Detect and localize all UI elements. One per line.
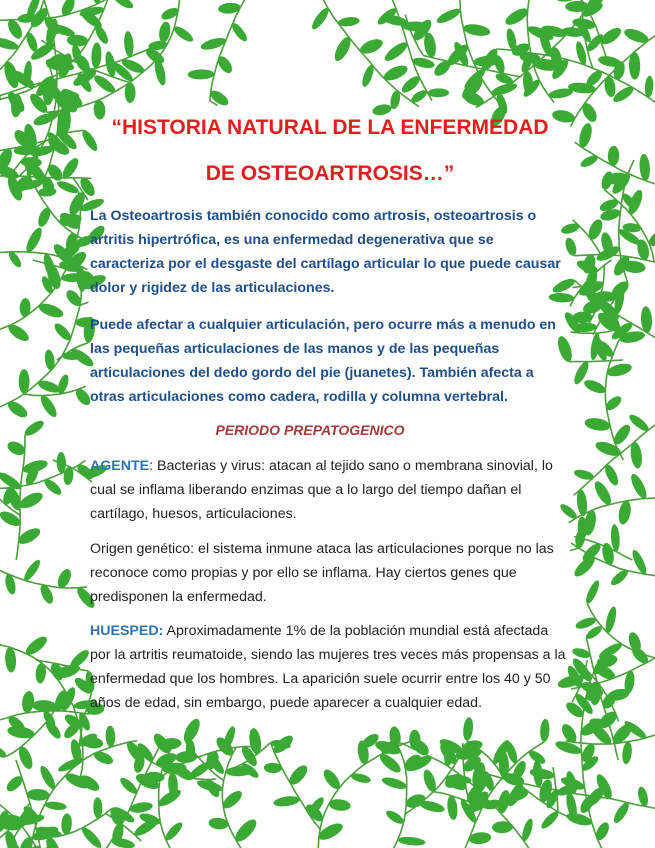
- leaf: [172, 24, 196, 44]
- leaf: [627, 412, 651, 433]
- leaf: [52, 321, 74, 343]
- leaf: [38, 764, 58, 791]
- leaf: [19, 369, 30, 394]
- leaf: [105, 725, 116, 747]
- leaf: [55, 179, 80, 196]
- leaf: [23, 226, 44, 255]
- agente-paragraph: [90, 454, 568, 526]
- leaf: [22, 418, 46, 438]
- title-line-1: “HISTORIA NATURAL DE LA ENFERMEDAD: [111, 116, 549, 139]
- leaf: [163, 820, 185, 843]
- leaf: [22, 558, 43, 583]
- leaf: [44, 801, 67, 812]
- leaf: [4, 647, 17, 673]
- leaf: [604, 605, 619, 634]
- leaf: [55, 567, 74, 590]
- intro-paragraph: La Osteoartrosis también conocido como artrosis, osteoartrosis o artritis hipertrófica, es una enfermedad degenerativa que se caracteriza por el desgaste del cartílago articular lo que puede causar dolor y rigidez de las articulaciones.: [90, 208, 561, 296]
- leaf: [462, 717, 474, 741]
- leaf: [17, 489, 45, 511]
- leaf: [309, 6, 331, 32]
- leaf: [160, 6, 181, 22]
- leaf: [621, 741, 633, 765]
- leaf: [273, 795, 301, 808]
- leaf: [629, 52, 641, 80]
- leaf: [111, 0, 135, 11]
- section-subheading: PERIODO PREPATOGENICO: [215, 422, 405, 438]
- leaf: [381, 775, 408, 791]
- leaf: [56, 452, 66, 474]
- leaf: [188, 69, 215, 79]
- leaf: [60, 156, 81, 181]
- leaf: [539, 809, 561, 831]
- leaf: [428, 88, 450, 97]
- vine-stem: [570, 548, 579, 551]
- leaf: [93, 797, 102, 819]
- leaf: [199, 36, 227, 52]
- leaf: [123, 31, 134, 58]
- leaf: [639, 154, 651, 182]
- agente-text: : Bacterias y virus: atacan al tejido sano o membrana sinovial, lo cual se inflama liberando enzimas que a lo largo del tiempo dañan el cartílago, huesos, articulaciones.: [90, 458, 553, 522]
- leaf: [435, 6, 462, 26]
- leaf: [38, 393, 60, 419]
- leaf: [27, 788, 50, 801]
- huesped-text: Aproximadamente 1% de la población mundial está afectada por la artritis reumatoide, siendo las mujeres tres veces más propensas a la enfermedad que los hombres. La aparición suele ocurrir entre los 40 y 50 años de edad, sin embargo, puede aparecer a cualquier edad.: [90, 623, 566, 711]
- huesped-label: HUESPED:: [90, 623, 164, 639]
- leaf: [611, 800, 631, 825]
- leaf: [582, 377, 607, 395]
- leaf: [377, 751, 404, 776]
- origen-paragraph: Origen genético: el sistema inmune ataca las articulaciones porque no las reconoce como propias y por ello se inflama. Hay ciertos genes que predisponen la enfermedad.: [90, 541, 554, 605]
- leaf: [446, 795, 458, 821]
- leaf: [644, 75, 654, 97]
- leaf: [92, 749, 115, 767]
- leaf: [628, 472, 649, 501]
- leaf: [5, 398, 30, 420]
- leaf: [215, 54, 235, 76]
- leaf: [593, 820, 611, 842]
- leaf: [68, 647, 92, 670]
- leaf: [91, 42, 102, 68]
- leaf: [584, 579, 602, 606]
- agente-label: AGENTE: [90, 458, 150, 474]
- leaf: [592, 479, 615, 507]
- leaf: [61, 813, 73, 835]
- vine-stem: [569, 360, 623, 362]
- leaf: [540, 719, 551, 742]
- leaf: [584, 416, 612, 432]
- leaf: [21, 690, 35, 713]
- leaf: [397, 836, 425, 847]
- leaf: [636, 786, 649, 808]
- leaf: [79, 825, 104, 848]
- second-paragraph: Puede afectar a cualquier articulación, pero ocurre más a menudo en las pequeñas articulaciones de las manos y de las pequeñas articulaciones del dedo gordo del pie (juanetes). También afecta a otras articulaciones como cadera, rodilla y columna vertebral.: [90, 317, 556, 405]
- vine-stem: [210, 0, 250, 101]
- leaf: [609, 567, 631, 587]
- vine-stem: [80, 302, 88, 305]
- huesped-paragraph: [90, 619, 568, 715]
- leaf: [125, 82, 136, 102]
- leaf: [23, 633, 50, 657]
- title-line-2: DE OSTEOARTROSIS…”: [205, 162, 455, 185]
- vine-stem: [572, 287, 581, 288]
- leaf: [462, 22, 491, 37]
- leaf: [229, 21, 249, 44]
- leaf: [579, 101, 599, 125]
- leaf: [384, 808, 406, 826]
- leaf: [617, 500, 633, 526]
- leaf: [503, 5, 531, 28]
- leaf: [382, 39, 410, 64]
- leaf: [0, 743, 8, 760]
